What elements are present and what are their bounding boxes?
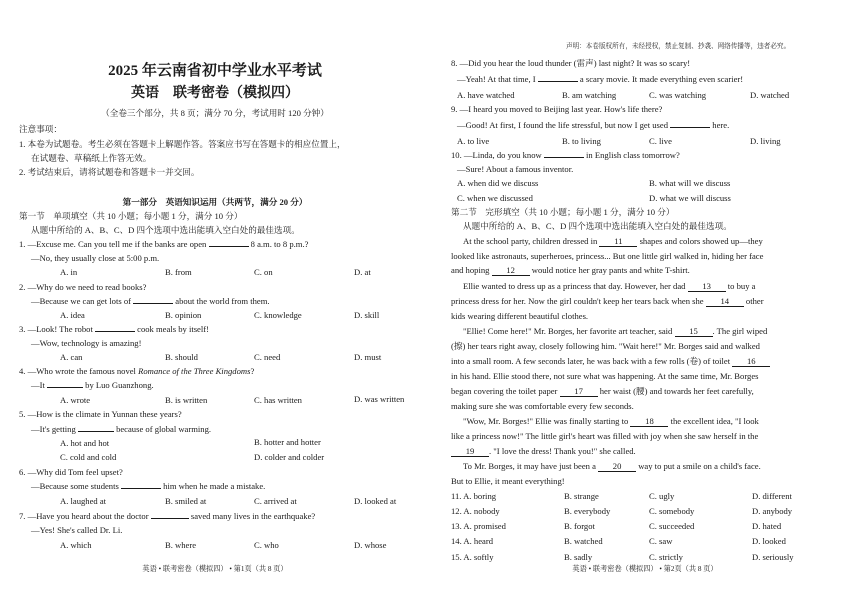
q1-option-c[interactable]: C. on bbox=[254, 267, 273, 277]
q10-option-c[interactable]: C. when we discussed bbox=[457, 193, 533, 203]
q11-option-c[interactable]: C. ugly bbox=[649, 491, 675, 501]
q3-option-b[interactable]: B. should bbox=[165, 352, 198, 362]
passage-line: kids wearing different beautiful clothes. bbox=[451, 311, 589, 321]
q15-option-d[interactable]: D. seriously bbox=[752, 552, 794, 562]
passage-line: princess dress for her. Now the girl couldn't keep her tears back when she 14 other bbox=[451, 296, 764, 306]
q11-option-a[interactable]: 11. A. boring bbox=[451, 491, 497, 501]
question-3: 3. —Look! The robot cook meals by itself! bbox=[19, 324, 209, 334]
question-1: 1. —Excuse me. Can you tell me if the banks are open 8 a.m. to 8 p.m.? bbox=[19, 239, 309, 249]
q15-option-a[interactable]: 15. A. softly bbox=[451, 552, 494, 562]
passage-line: But to Ellie, it meant everything! bbox=[451, 476, 565, 486]
q11-option-b[interactable]: B. strange bbox=[564, 491, 599, 501]
q9-option-a[interactable]: A. to live bbox=[457, 136, 490, 146]
question-6: 6. —Why did Tom feel upset? bbox=[19, 467, 123, 477]
q3-option-c[interactable]: C. need bbox=[254, 352, 281, 362]
question-7-reply: —Yes! She's called Dr. Li. bbox=[31, 525, 123, 535]
q1-option-d[interactable]: D. at bbox=[354, 267, 371, 277]
q7-option-c[interactable]: C. who bbox=[254, 540, 279, 550]
notes-heading: 注意事项： bbox=[19, 124, 62, 134]
exam-title: 2025 年云南省初中学业水平考试 bbox=[108, 63, 322, 79]
question-6-reply: —Because some students him when he made a mistake. bbox=[31, 481, 266, 491]
question-7: 7. —Have you heard about the doctor saved many lives in the earthquake? bbox=[19, 511, 316, 521]
question-4: 4. —Who wrote the famous novel Romance of the Three Kingdoms? bbox=[19, 366, 255, 376]
q6-option-a[interactable]: A. laughed at bbox=[60, 496, 107, 506]
q6-option-c[interactable]: C. arrived at bbox=[254, 496, 297, 506]
q12-option-b[interactable]: B. everybody bbox=[564, 506, 611, 516]
passage-line: "Wow, Mr. Borges!" Ellie was finally starting to 18 the excellent idea, "I look bbox=[463, 416, 759, 426]
footer-page-2: 英语 • 联考密卷（模拟四） • 第2页（共 8 页） bbox=[572, 565, 718, 573]
question-10-reply: —Sure! About a famous inventor. bbox=[457, 164, 574, 174]
question-5-reply: —It's getting because of global warming. bbox=[31, 424, 212, 434]
q14-option-a[interactable]: 14. A. heard bbox=[451, 536, 494, 546]
passage-line: Ellie wanted to dress up as a princess that day. However, her dad 13 to buy a bbox=[463, 281, 756, 291]
q10-option-a[interactable]: A. when did we discuss bbox=[457, 178, 539, 188]
note-1-line-1: 1. 本卷为试题卷。考生必须在答题卡上解题作答。答案应书写在答题卡的相应位置上， bbox=[19, 139, 346, 149]
question-4-reply: —It by Luo Guanzhong. bbox=[31, 380, 154, 390]
q4-option-a[interactable]: A. wrote bbox=[60, 395, 91, 405]
q6-option-b[interactable]: B. smiled at bbox=[165, 496, 207, 506]
q3-option-d[interactable]: D. must bbox=[354, 352, 382, 362]
section1-instructions: 从题中所给的 A、B、C、D 四个选项中选出能填入空白处的最佳选项。 bbox=[31, 225, 300, 235]
passage-line: into a small room. A few seconds later, he was back with a few rolls (卷) of toilet 16 bbox=[451, 357, 770, 367]
q3-option-a[interactable]: A. can bbox=[60, 352, 83, 362]
q8-option-b[interactable]: B. am watching bbox=[562, 90, 617, 100]
section2-title: 第二节 完形填空（共 10 小题；每小题 1 分，满分 10 分） bbox=[451, 207, 675, 217]
exam-subtitle: 英语 联考密卷（模拟四） bbox=[131, 86, 299, 101]
q9-option-c[interactable]: C. live bbox=[649, 136, 672, 146]
q2-option-c[interactable]: C. knowledge bbox=[254, 310, 302, 320]
blank-18[interactable]: 18 bbox=[630, 417, 668, 427]
section1-title: 第一节 单项填空（共 10 小题；每小题 1 分，满分 10 分） bbox=[19, 211, 243, 221]
q8-option-c[interactable]: C. was watching bbox=[649, 90, 707, 100]
q12-option-c[interactable]: C. somebody bbox=[649, 506, 695, 516]
passage-line: To Mr. Borges, it may have just been a 20 way to put a smile on a child's face. bbox=[463, 461, 761, 471]
exam-info: （全卷三个部分，共 8 页；满分 70 分，考试用时 120 分钟） bbox=[101, 108, 329, 118]
q4-option-c[interactable]: C. has written bbox=[254, 395, 302, 405]
q13-option-a[interactable]: 13. A. promised bbox=[451, 521, 506, 531]
q8-option-d[interactable]: D. watched bbox=[750, 90, 790, 100]
footer-page-1: 英语 • 联考密卷（模拟四） • 第1页（共 8 页） bbox=[142, 565, 288, 573]
q15-option-c[interactable]: C. strictly bbox=[649, 552, 683, 562]
q7-option-a[interactable]: A. which bbox=[60, 540, 92, 550]
q13-option-c[interactable]: C. succeeded bbox=[649, 521, 695, 531]
part1-title: 第一部分 英语知识运用（共两节，满分 20 分） bbox=[122, 197, 308, 207]
q13-option-d[interactable]: D. hated bbox=[752, 521, 782, 531]
question-10: 10. —Linda, do you know in English class tomorrow? bbox=[451, 150, 680, 160]
question-5: 5. —How is the climate in Yunnan these years? bbox=[19, 409, 182, 419]
passage-line: 19 . "I love the dress! Thank you!" she called. bbox=[451, 447, 636, 457]
q6-option-d[interactable]: D. looked at bbox=[354, 496, 397, 506]
question-1-reply: —No, they usually close at 5:00 p.m. bbox=[31, 253, 160, 263]
q12-option-d[interactable]: D. anybody bbox=[752, 506, 793, 516]
page-right bbox=[430, 0, 860, 609]
question-8: 8. —Did you hear the loud thunder (雷声) last night? It was so scary! bbox=[451, 58, 691, 68]
blank-13[interactable]: 13 bbox=[688, 282, 726, 292]
question-2-reply: —Because we can get lots of about the world from them. bbox=[31, 296, 270, 306]
q4-option-d[interactable]: D. was written bbox=[354, 394, 405, 404]
passage-line: began covering the toilet paper 17 her waist (腰) and towards her feet carefully, bbox=[451, 386, 754, 396]
q7-option-d[interactable]: D. whose bbox=[354, 540, 387, 550]
passage-line: (擦) her tears right away, closely following him. "Wait here!" Mr. Borges said and walked bbox=[451, 341, 760, 351]
question-9-reply: —Good! At first, I found the life stressful, but now I get used here. bbox=[457, 120, 730, 130]
q2-option-a[interactable]: A. idea bbox=[60, 310, 85, 320]
q1-option-b[interactable]: B. from bbox=[165, 267, 192, 277]
q14-option-b[interactable]: B. watched bbox=[564, 536, 603, 546]
passage-line: in his hand. Ellie stood there, not sure what was happening. At the same time, Mr. Borges bbox=[451, 371, 759, 381]
question-2: 2. —Why do we need to read books? bbox=[19, 282, 147, 292]
question-8-reply: —Yeah! At that time, I a scary movie. It made everything even scarier! bbox=[457, 74, 744, 84]
passage-line: "Ellie! Come here!" Mr. Borges, her favorite art teacher, said 15 . The girl wiped bbox=[463, 326, 768, 336]
q2-option-d[interactable]: D. skill bbox=[354, 310, 380, 320]
q5-option-b[interactable]: B. hotter and hotter bbox=[254, 437, 321, 447]
question-3-reply: —Wow, technology is amazing! bbox=[31, 338, 142, 348]
q15-option-b[interactable]: B. sadly bbox=[564, 552, 593, 562]
section2-instructions: 从题中所给的 A、B、C、D 四个选项中选出能填入空白处的最佳选项。 bbox=[463, 221, 732, 231]
blank-20[interactable]: 20 bbox=[598, 462, 636, 472]
q12-option-a[interactable]: 12. A. nobody bbox=[451, 506, 500, 516]
q2-option-b[interactable]: B. opinion bbox=[165, 310, 202, 320]
blank-16[interactable]: 16 bbox=[732, 357, 770, 367]
q8-option-a[interactable]: A. have watched bbox=[457, 90, 515, 100]
passage-line: At the school party, children dressed in 11 shapes and colors showed up—they bbox=[463, 236, 763, 246]
blank-19[interactable]: 19 bbox=[451, 447, 489, 457]
q5-option-c[interactable]: C. cold and cold bbox=[60, 452, 117, 462]
q11-option-d[interactable]: D. different bbox=[752, 491, 792, 501]
q5-option-a[interactable]: A. hot and hot bbox=[60, 438, 110, 448]
q9-option-d[interactable]: D. living bbox=[750, 136, 781, 146]
question-9: 9. —I heard you moved to Beijing last year. How's life there? bbox=[451, 104, 663, 114]
q10-option-b[interactable]: B. what will we discuss bbox=[649, 178, 731, 188]
q1-option-a[interactable]: A. in bbox=[60, 267, 78, 277]
blank-12[interactable]: 12 bbox=[492, 266, 530, 276]
q14-option-d[interactable]: D. looked bbox=[752, 536, 786, 546]
note-2: 2. 考试结束后，请将试题卷和答题卡一并交回。 bbox=[19, 167, 200, 177]
blank-17[interactable]: 17 bbox=[560, 387, 598, 397]
blank-11[interactable]: 11 bbox=[599, 237, 637, 247]
passage-line: and hoping 12 would notice her gray pants and white T-shirt. bbox=[451, 265, 690, 275]
q5-option-d[interactable]: D. colder and colder bbox=[254, 452, 325, 462]
note-1-line-2: 在试题卷、草稿纸上作答无效。 bbox=[31, 153, 152, 163]
q14-option-c[interactable]: C. saw bbox=[649, 536, 673, 546]
q13-option-b[interactable]: B. forgot bbox=[564, 521, 595, 531]
blank-15[interactable]: 15 bbox=[675, 327, 713, 337]
passage-line: looked like astronauts, superheroes, princess... But one little girl walked in, hiding her face bbox=[451, 251, 764, 261]
passage-line: making sure she was comfortable every few seconds. bbox=[451, 401, 634, 411]
blank-14[interactable]: 14 bbox=[706, 297, 744, 307]
q10-option-d[interactable]: D. what we will discuss bbox=[649, 193, 731, 203]
passage-line: like a princess now!" The little girl's heart was filled with joy when she saw herself in the bbox=[451, 431, 759, 441]
q7-option-b[interactable]: B. where bbox=[165, 540, 197, 550]
q4-option-b[interactable]: B. is written bbox=[165, 395, 208, 405]
copyright-notice: 声明：本卷版权所有，未经授权，禁止复制、抄袭、网络传播等，违者必究。 bbox=[566, 43, 791, 50]
q9-option-b[interactable]: B. to living bbox=[562, 136, 601, 146]
